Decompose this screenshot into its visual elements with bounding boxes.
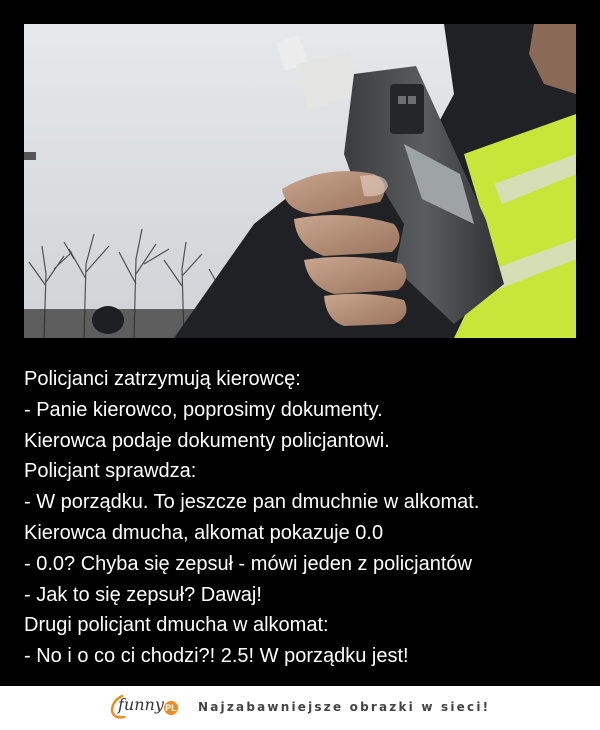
story-line: Kierowca dmucha, alkomat pokazuje 0.0 xyxy=(24,521,384,544)
story-line: Drugi policjant dmucha w alkomat: xyxy=(24,614,329,637)
breathalyzer-photo xyxy=(24,24,576,338)
logo-badge: PL xyxy=(165,703,177,713)
story-line: Policjant sprawdza: xyxy=(24,460,197,483)
story-text xyxy=(24,364,584,672)
site-logo[interactable] xyxy=(108,690,188,726)
story-line: Kierowca podaje dokumenty policjantowi. xyxy=(24,429,390,452)
story-line: - W porządku. To jeszcze pan dmuchnie w alkomat. xyxy=(24,491,480,514)
logo-text: funny xyxy=(118,695,164,714)
story-line: - Panie kierowco, poprosimy dokumenty. xyxy=(24,398,383,421)
story-line: - 0.0? Chyba się zepsuł - mówi jeden z policjantów xyxy=(24,552,472,575)
story-line: - No i o co ci chodzi?! 2.5! W porządku jest! xyxy=(24,645,409,668)
footer-bar xyxy=(0,686,600,730)
story-line: Policjanci zatrzymują kierowcę: xyxy=(24,368,301,390)
site-tagline: Najzabawniejsze obrazki w sieci! xyxy=(198,700,491,714)
story-line: - Jak to się zepsuł? Dawaj! xyxy=(24,583,262,606)
